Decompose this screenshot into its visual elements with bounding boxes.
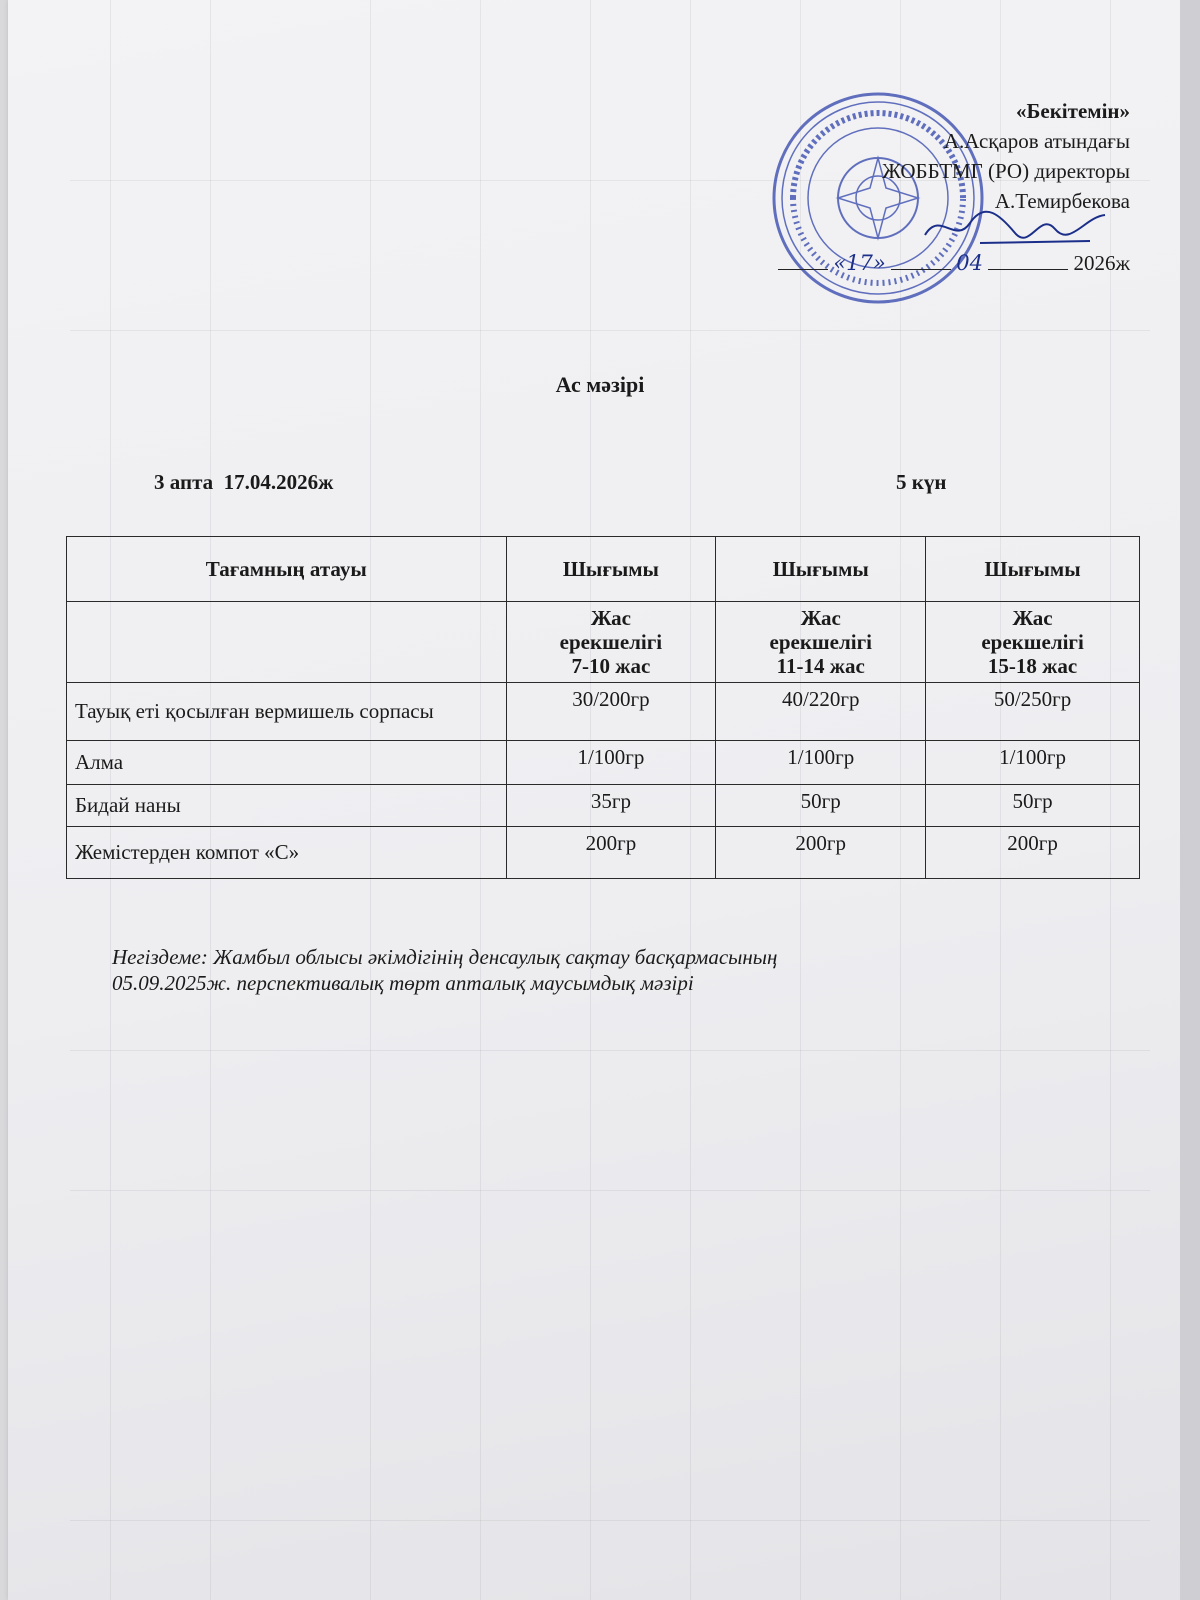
dish-name: Тауық еті қосылған вермишель сорпасы bbox=[67, 683, 507, 741]
dish-name: Алма bbox=[67, 741, 507, 785]
approval-date bbox=[770, 248, 1130, 278]
age-group-15-18: Жас ерекшелігі 15-18 жас bbox=[926, 602, 1140, 683]
portion-value: 50гр bbox=[926, 785, 1140, 827]
column-header: Тағамның атауы bbox=[67, 537, 507, 602]
portion-value: 200гр bbox=[716, 827, 926, 879]
director-name: А.Темирбекова bbox=[994, 189, 1130, 213]
portion-value: 1/100гр bbox=[926, 741, 1140, 785]
portion-value: 40/220гр bbox=[716, 683, 926, 741]
empty-cell bbox=[67, 602, 507, 683]
date-month: 04 bbox=[956, 251, 983, 275]
basis-line-2: 05.09.2025ж. перспективалық төрт апталық маусымдық мәзірі bbox=[112, 971, 694, 995]
dish-name: Бидай наны bbox=[67, 785, 507, 827]
approval-block bbox=[770, 96, 1130, 278]
approval-heading: «Бекітемін» bbox=[1015, 99, 1130, 123]
portion-value: 35гр bbox=[506, 785, 716, 827]
dish-name: Жемістерден компот «С» bbox=[67, 827, 507, 879]
table-header-row bbox=[67, 537, 1140, 602]
menu-table bbox=[66, 536, 1140, 879]
table-row bbox=[67, 683, 1140, 741]
column-header: Шығымы bbox=[926, 537, 1140, 602]
basis-note bbox=[112, 944, 1112, 996]
age-group-row bbox=[67, 602, 1140, 683]
approval-line-1: А.Асқаров атындағы bbox=[943, 129, 1130, 153]
portion-value: 30/200гр bbox=[506, 683, 716, 741]
age-group-7-10: Жас ерекшелігі 7-10 жас bbox=[506, 602, 716, 683]
age-group-11-14: Жас ерекшелігі 11-14 жас bbox=[716, 602, 926, 683]
day-label: 5 күн bbox=[896, 470, 947, 494]
portion-value: 1/100гр bbox=[716, 741, 926, 785]
table-row bbox=[67, 827, 1140, 879]
week-date: 3 апта 17.04.2026ж bbox=[154, 470, 334, 494]
approval-line-2: ЖОББТМГ (РО) директоры bbox=[882, 159, 1130, 183]
page-title: Ас мәзірі bbox=[555, 372, 645, 397]
column-header: Шығымы bbox=[716, 537, 926, 602]
table-row bbox=[67, 741, 1140, 785]
portion-value: 1/100гр bbox=[506, 741, 716, 785]
column-header: Шығымы bbox=[506, 537, 716, 602]
portion-value: 50гр bbox=[716, 785, 926, 827]
date-year: 2026ж bbox=[1073, 251, 1130, 275]
portion-value: 200гр bbox=[926, 827, 1140, 879]
table-row bbox=[67, 785, 1140, 827]
portion-value: 50/250гр bbox=[926, 683, 1140, 741]
paper-edge-shadow bbox=[1180, 0, 1200, 1600]
portion-value: 200гр bbox=[506, 827, 716, 879]
basis-line-1: Негіздеме: Жамбыл облысы әкімдігінің денсаулық сақтау басқармасының bbox=[112, 945, 778, 969]
date-day: «17» bbox=[833, 251, 886, 275]
